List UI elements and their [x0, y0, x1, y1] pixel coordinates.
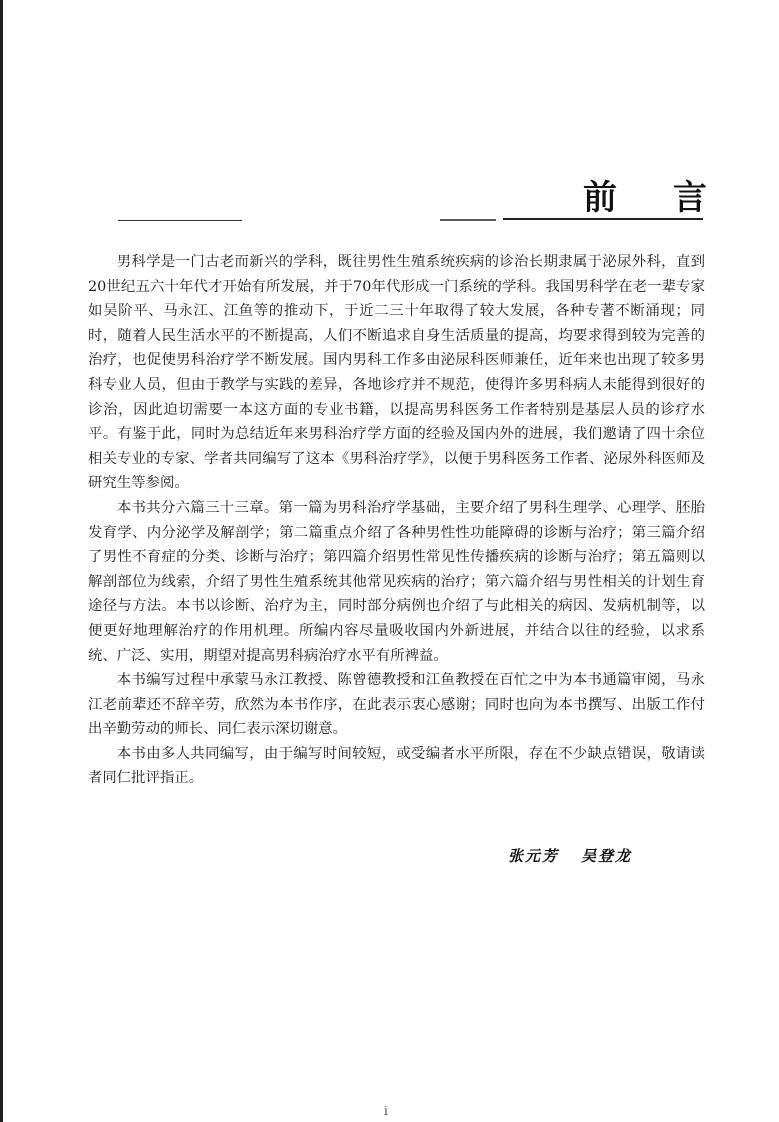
title-rule-left [118, 220, 242, 221]
title-rule-right [503, 218, 703, 220]
author-2: 吴登龙 [581, 847, 633, 865]
page-title: 前 言 [583, 178, 729, 218]
page-number: i [384, 1104, 388, 1118]
author-1: 张元芳 [508, 847, 560, 865]
paragraph-3: 本书编写过程中承蒙马永江教授、陈曾德教授和江鱼教授在百忙之中为本书通篇审阅，马永江老前辈还不辞辛劳，欣然为本书作序，在此表示衷心感谢；同时也向为本书撰写、出版工作付出辛勤劳动的师长、同仁表示深切谢意。 [88, 672, 705, 738]
preface-body [88, 250, 705, 791]
paragraph-1: 男科学是一门古老而新兴的学科，既往男性生殖系统疾病的诊治长期隶属于泌尿外科，直到20世纪五六十年代才开始有所发展，并于70年代形成一门系统的学科。我国男科学在老一辈专家如吴阶平、马永江、江鱼等的推动下，于近二三十年取得了较大发展，各种专著不断涌现；同时，随着人民生活水平的不断提高，人们不断追求自身生活质量的提高，均要求得到较为完善的治疗，也促使男科治疗学不断发展。国内男科工作多由泌尿科医师兼任，近年来也出现了较多男科专业人员，但由于教学与实践的差异，各地诊疗并不规范，使得许多男科病人未能得到很好的诊治，因此迫切需要一本这方面的专业书籍，以提高男科医务工作者特别是基层人员的诊疗水平。有鉴于此，同时为总结近年来男科治疗学方面的经验及国内外的进展，我们邀请了四十余位相关专业的专家、学者共同编写了这本《男科治疗学》，以便于男科医务工作者、泌尿外科医师及研究生等参阅。 [88, 254, 705, 492]
paragraph-2: 本书共分六篇三十三章。第一篇为男科治疗学基础，主要介绍了男科生理学、心理学、胚胎发育学、内分泌学及解剖学；第二篇重点介绍了各种男性性功能障碍的诊断与治疗；第三篇介绍了男性不育症的分类、诊断与治疗；第四篇介绍男性常见性传播疾病的诊断与治疗；第五篇则以解剖部位为线索，介绍了男性生殖系统其他常见疾病的治疗；第六篇介绍与男性相关的计划生育途径与方法。本书以诊断、治疗为主，同时部分病例也介绍了与此相关的病因、发病机制等，以便更好地理解治疗的作用机理。所编内容尽量吸收国内外新进展，并结合以往的经验，以求系统、广泛、实用，期望对提高男科病治疗水平有所裨益。 [88, 499, 705, 664]
title-rule-middle [440, 219, 496, 221]
signature [508, 845, 632, 866]
paragraph-4: 本书由多人共同编写，由于编写时间较短，或受编者水平所限，存在不少缺点错误，敬请读者同仁批评指正。 [88, 745, 705, 787]
page-edge-shadow [0, 0, 3, 1122]
